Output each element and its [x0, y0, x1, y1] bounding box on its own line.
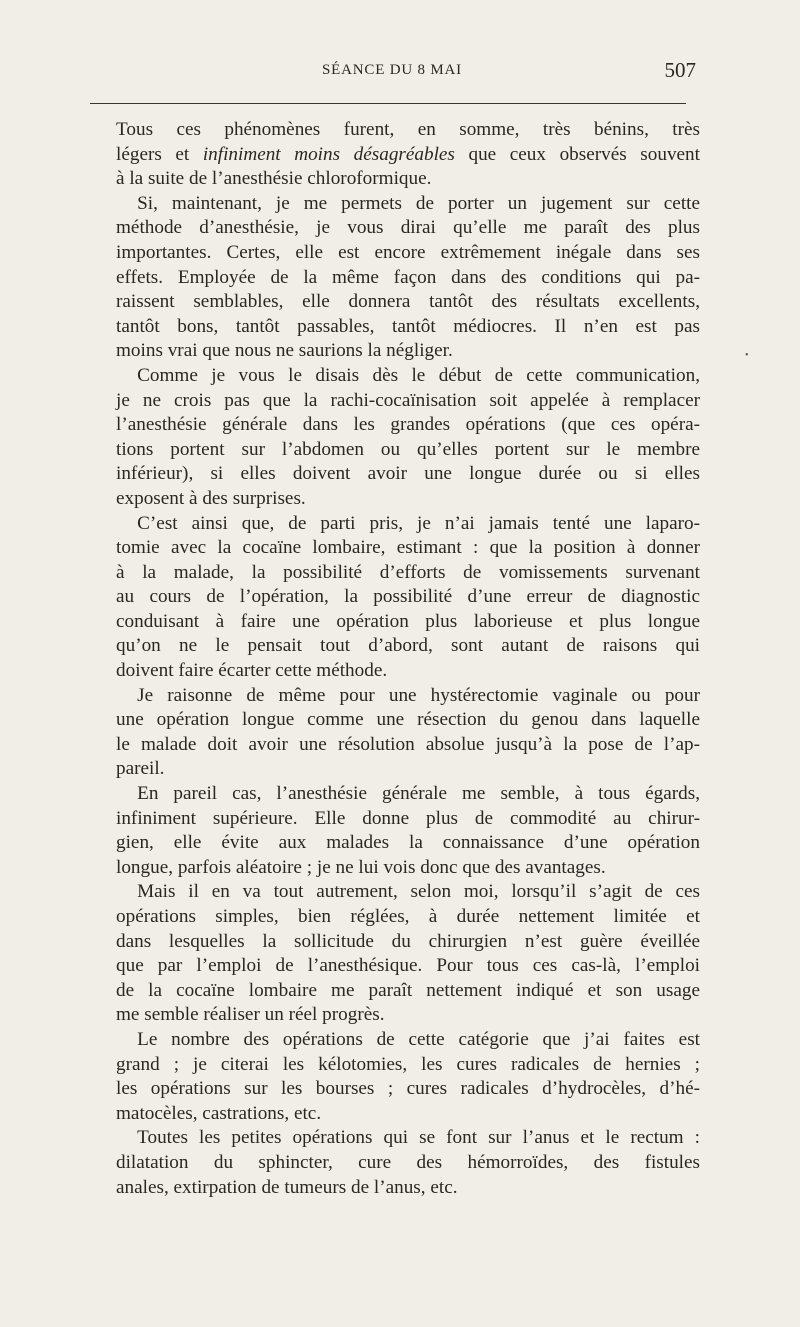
text-line: Comme je vous le disais dès le début de cette communication,: [137, 364, 700, 386]
text-line: exposent à des surprises.: [116, 487, 306, 509]
page-number: 507: [664, 58, 696, 82]
emphasis: infiniment moins désagréables: [202, 143, 455, 165]
text-line: le malade doit avoir une résolution absolue jusqu’à la pose de l’ap-: [116, 733, 700, 755]
text-line: l’anesthésie générale dans les grandes opérations (que ces opéra-: [116, 414, 700, 436]
text-line: Le nombre des opérations de cette catégorie que j’ai faites est: [137, 1028, 700, 1050]
text-line: une opération longue comme une résection du genou dans laquelle: [116, 709, 700, 731]
text-line: grand ; je citerai les kélotomies, les cures radicales de hernies ;: [116, 1053, 700, 1075]
text-line: Si, maintenant, je me permets de porter un jugement sur cette: [137, 192, 700, 214]
text-line: longue, parfois aléatoire ; je ne lui vois donc que des avantages.: [116, 856, 606, 878]
paragraph: [116, 684, 700, 782]
paragraph: [116, 364, 700, 512]
text-line: méthode d’anesthésie, je vous dirai qu’elle me paraît des plus: [116, 217, 700, 239]
text-line: opérations simples, bien réglées, à durée nettement limitée et: [116, 906, 700, 927]
page-header: [88, 58, 696, 90]
text-line: de la cocaïne lombaire me paraît nettement indiqué et son usage: [116, 979, 700, 1001]
text-line: C’est ainsi que, de parti pris, je n’ai jamais tenté une laparo-: [137, 512, 700, 534]
text-line: à la suite de l’anesthésie chloroformique.: [116, 168, 432, 190]
text-line: gien, elle évite aux malades la connaissance d’une opération: [116, 832, 700, 854]
text-line: au cours de l’opération, la possibilité d’une erreur de diagnostic: [116, 586, 700, 608]
text-line: doivent faire écarter cette méthode.: [116, 660, 388, 682]
text-line: tions portent sur l’abdomen ou qu’elles portent sur le membre: [116, 438, 700, 460]
body-text: [116, 118, 700, 1200]
text-line: En pareil cas, l’anesthésie générale me semble, à tous égards,: [137, 783, 700, 805]
text-line: inférieur), si elles doivent avoir une longue durée ou si elles: [116, 463, 700, 485]
paragraph: [116, 782, 700, 880]
paragraph: [116, 1126, 700, 1200]
text-line: pareil.: [116, 758, 165, 780]
text-line: anales, extirpation de tumeurs de l’anus, etc.: [116, 1176, 458, 1198]
text-line: Mais il en va tout autrement, selon moi, lorsqu’il s’agit de ces: [137, 881, 700, 903]
text-line: tomie avec la cocaïne lombaire, estimant : que la position à donner: [116, 537, 700, 559]
text-line: importantes. Certes, elle est encore extrêmement inégale dans ses: [116, 241, 700, 263]
text-line: raissent semblables, elle donnera tantôt des résultats excellents,: [116, 291, 700, 313]
text-line: je ne crois pas que la rachi-cocaïnisation soit appelée à remplacer: [116, 389, 700, 411]
text-line: moins vrai que nous ne saurions la négliger.: [116, 340, 453, 362]
paragraph: [116, 118, 700, 192]
text-line: que par l’emploi de l’anesthésique. Pour tous ces cas-là, l’emploi: [116, 955, 700, 977]
paragraph: [116, 192, 700, 364]
text-line: Tous ces phénomènes furent, en somme, très bénins, très: [116, 119, 700, 140]
text-line: les opérations sur les bourses ; cures radicales d’hydrocèles, d’hé-: [116, 1078, 700, 1100]
paragraph: [116, 1028, 700, 1126]
text-line: à la malade, la possibilité d’efforts de vomissements survenant: [116, 561, 700, 583]
text-line: Je raisonne de même pour une hystérectomie vaginale ou pour: [137, 684, 700, 706]
text-line: qu’on ne le pensait tout d’abord, sont autant de raisons qui: [116, 635, 700, 657]
text-line: conduisant à faire une opération plus laborieuse et plus longue: [116, 610, 700, 632]
paragraph: [116, 512, 700, 684]
running-title: SÉANCE DU 8 MAI: [322, 62, 462, 78]
text-line: tantôt bons, tantôt passables, tantôt médiocres. Il n’en est pas: [116, 315, 700, 337]
paragraph: [116, 880, 700, 1028]
text-line: dans lesquelles la sollicitude du chirurgien n’est guère éveillée: [116, 930, 700, 952]
header-rule: [90, 103, 686, 104]
text-line: Toutes les petites opérations qui se font sur l’anus et le rectum :: [137, 1127, 700, 1149]
text-line: me semble réaliser un réel progrès.: [116, 1004, 385, 1026]
text-line: effets. Employée de la même façon dans des conditions qui pa-: [116, 266, 700, 288]
text-line: matocèles, castrations, etc.: [116, 1102, 322, 1124]
text-line: infiniment supérieure. Elle donne plus de commodité au chirur-: [116, 807, 700, 829]
ink-speck: •: [745, 350, 749, 361]
text-line: légers et infiniment moins désagréables que ceux observés souvent: [116, 143, 700, 165]
text-line: dilatation du sphincter, cure des hémorroïdes, des fistules: [116, 1151, 700, 1173]
